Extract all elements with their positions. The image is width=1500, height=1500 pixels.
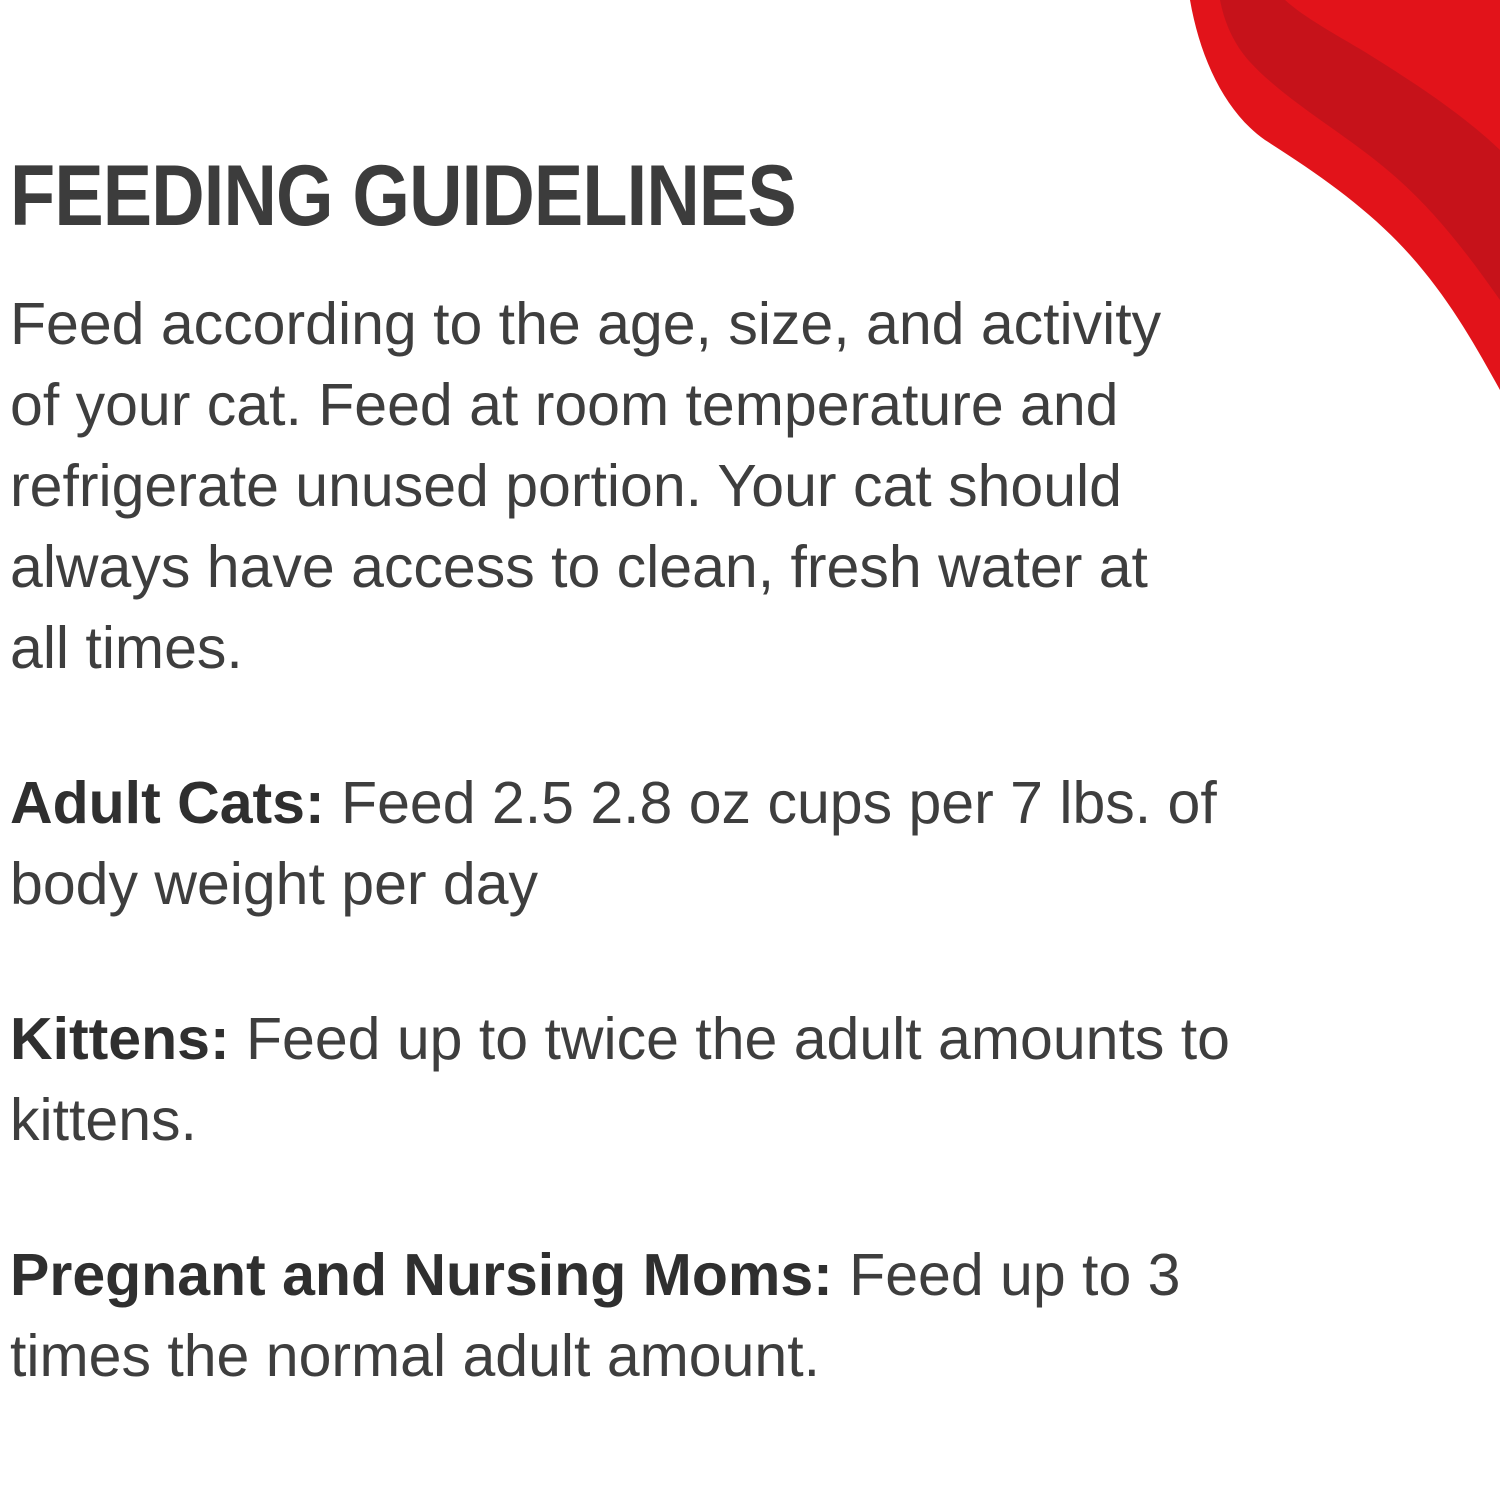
section-adult-cats-label: Adult Cats: — [10, 770, 325, 836]
section-pregnant-nursing-moms-label: Pregnant and Nursing Moms: — [10, 1242, 833, 1308]
section-adult-cats — [10, 763, 1300, 925]
section-kittens — [10, 999, 1300, 1161]
section-pregnant-nursing-moms — [10, 1235, 1300, 1397]
section-adult-cats-text: Feed 2.5 2.8 oz cups per 7 lbs. of body weight per day — [10, 770, 1217, 917]
intro-paragraph: Feed according to the age, size, and activity of your cat. Feed at room temperature and refrigerate unused portion. Your cat should always have access to clean, fresh water at all times. — [10, 291, 1162, 681]
section-kittens-text: Feed up to twice the adult amounts to kittens. — [10, 1006, 1230, 1153]
section-kittens-label: Kittens: — [10, 1006, 230, 1072]
feeding-guidelines-content — [10, 150, 1350, 1397]
page-title: FEEDING GUIDELINES — [10, 148, 796, 244]
section-pregnant-nursing-moms-text: Feed up to 3 times the normal adult amount. — [10, 1242, 1181, 1389]
